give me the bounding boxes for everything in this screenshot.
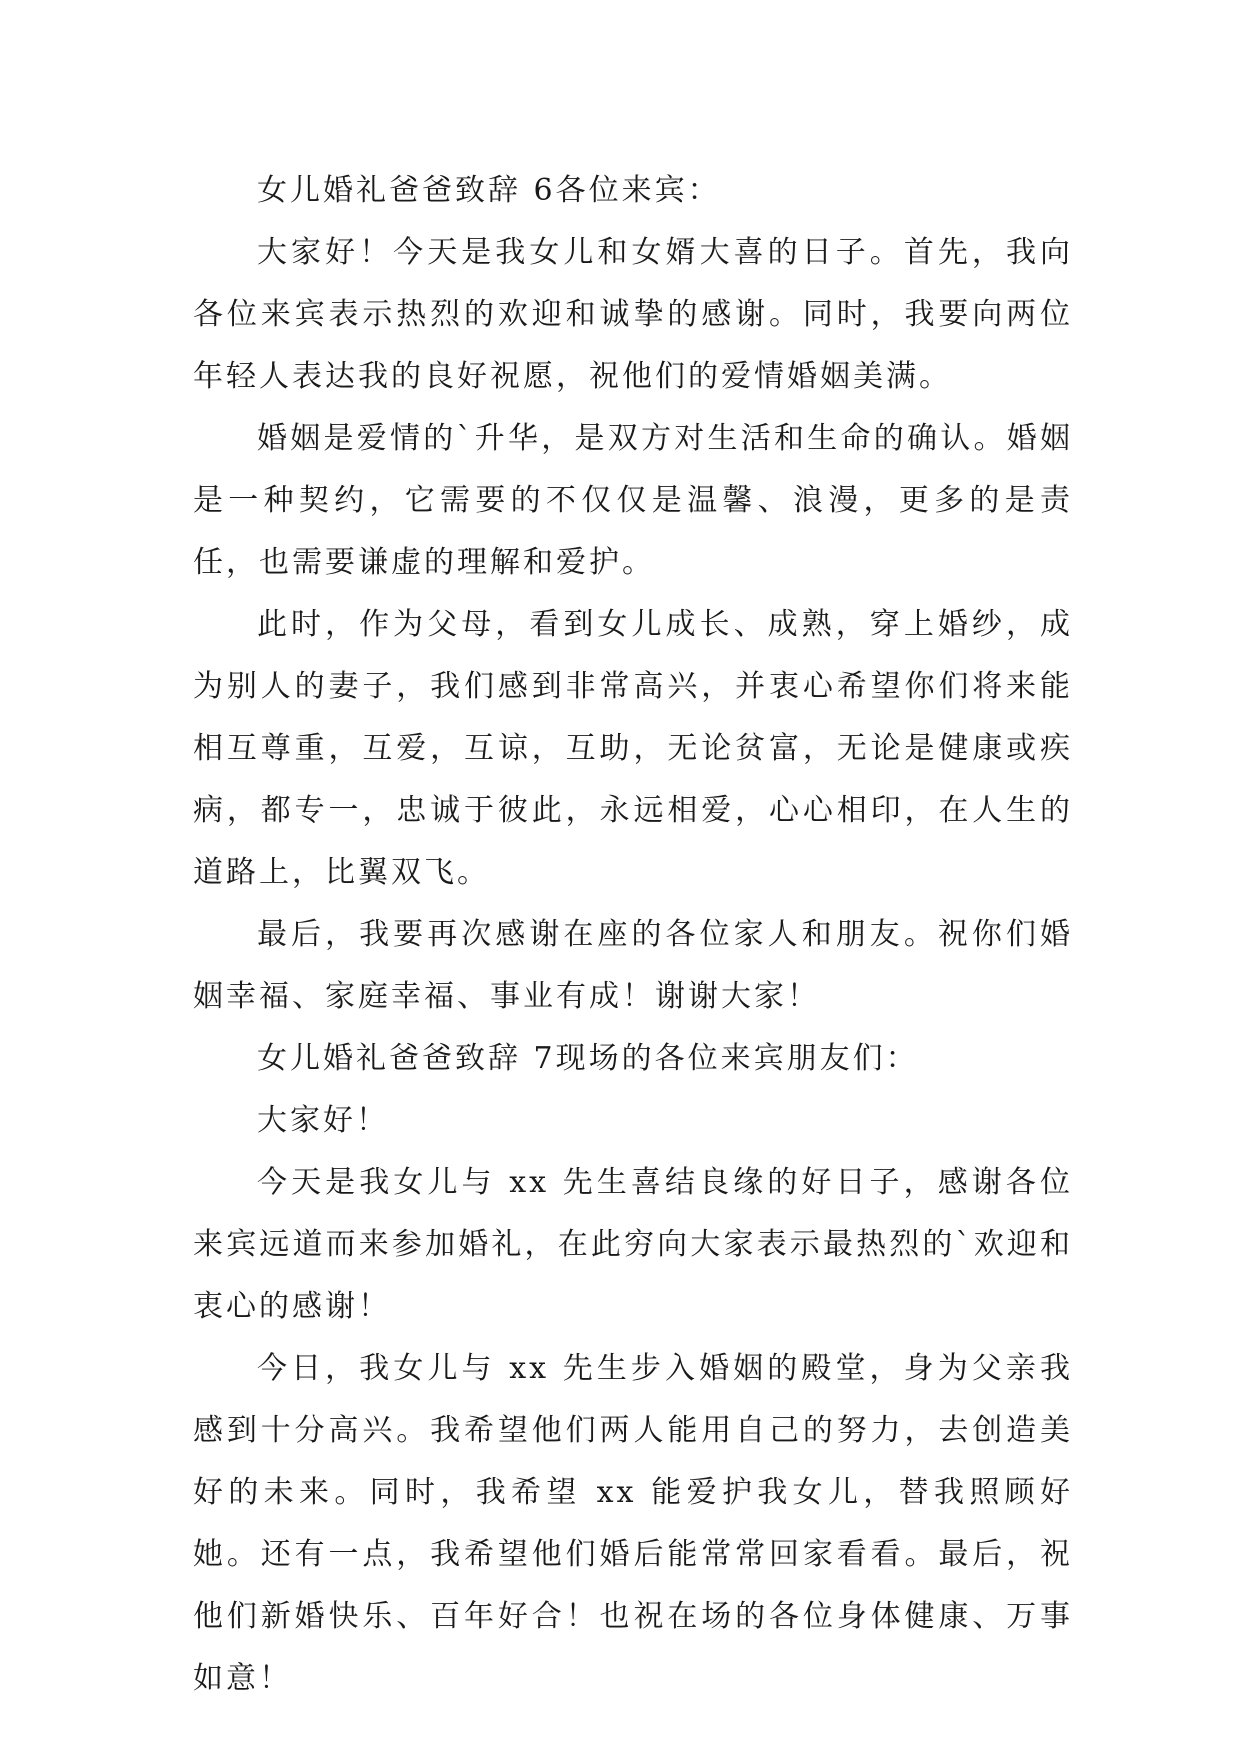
paragraph: 今天是我女儿与 xx 先生喜结良缘的好日子，感谢各位来宾远道而来参加婚礼，在此穷向大家表示最热烈的`欢迎和衷心的感谢！ <box>193 1165 1073 1324</box>
paragraph: 今日，我女儿与 xx 先生步入婚姻的殿堂，身为父亲我感到十分高兴。我希望他们两人能用自己的努力，去创造美好的未来。同时，我希望 xx 能爱护我女儿，替我照顾好她。还有一点，我希望他们婚后能常常回家看看。最后，祝他们新婚快乐、百年好合！也祝在场的各位身体健康、万事如意！ <box>193 1351 1073 1696</box>
document-body <box>193 160 1073 1710</box>
paragraph: 婚姻是爱情的`升华，是双方对生活和生命的确认。婚姻是一种契约，它需要的不仅仅是温馨、浪漫，更多的是责任，也需要谦虚的理解和爱护。 <box>193 421 1073 580</box>
paragraph: 最后，我要再次感谢在座的各位家人和朋友。祝你们婚姻幸福、家庭幸福、事业有成！谢谢大家！ <box>193 917 1073 1014</box>
paragraph-greeting: 大家好！ <box>257 1103 389 1138</box>
paragraph-heading-6: 女儿婚礼爸爸致辞 6各位来宾： <box>257 173 721 208</box>
paragraph: 大家好！今天是我女儿和女婿大喜的日子。首先，我向各位来宾表示热烈的欢迎和诚挚的感谢。同时，我要向两位年轻人表达我的良好祝愿，祝他们的爱情婚姻美满。 <box>193 235 1073 394</box>
paragraph-heading-7: 女儿婚礼爸爸致辞 7现场的各位来宾朋友们： <box>257 1041 919 1076</box>
paragraph: 此时，作为父母，看到女儿成长、成熟，穿上婚纱，成为别人的妻子，我们感到非常高兴，并衷心希望你们将来能相互尊重，互爱，互谅，互助，无论贫富，无论是健康或疾病，都专一，忠诚于彼此，永远相爱，心心相印，在人生的道路上，比翼双飞。 <box>193 607 1073 890</box>
